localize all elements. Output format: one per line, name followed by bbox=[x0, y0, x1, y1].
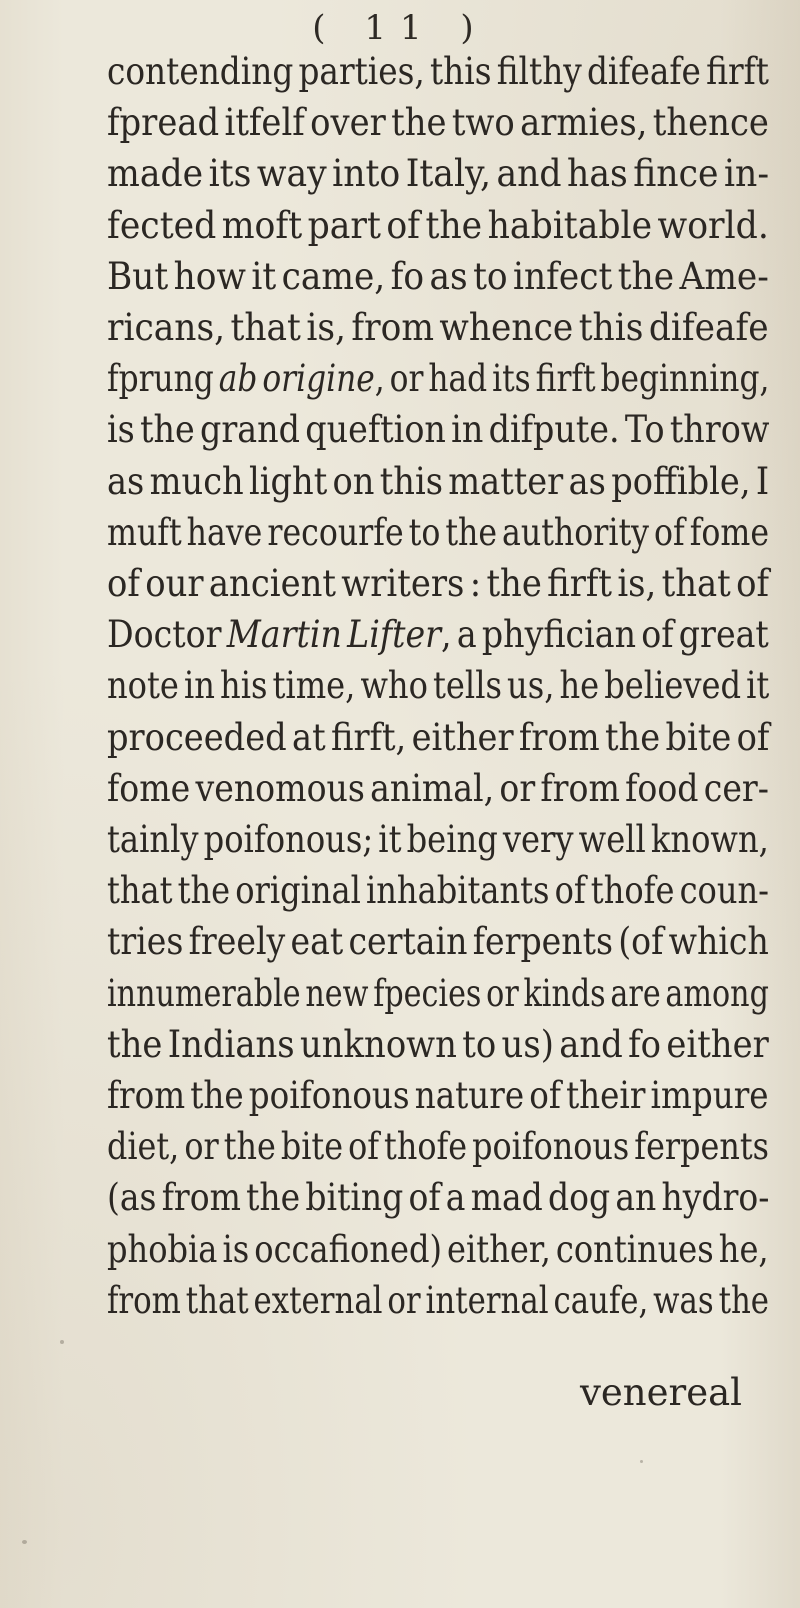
text-line bbox=[107, 865, 769, 915]
text-line bbox=[107, 1224, 769, 1274]
text-run: of our ancient writers : the firft is, that of bbox=[107, 561, 769, 605]
text-run: proceeded at firft, either from the bite of bbox=[107, 714, 770, 759]
text-run: that the original inhabitants of thofe coun- bbox=[107, 868, 770, 913]
text-run: is the grand queftion in difpute. To throw bbox=[107, 407, 770, 452]
text-line bbox=[107, 660, 769, 710]
text-run: (as from the biting of a mad dog an hydro- bbox=[107, 1175, 770, 1220]
text-line bbox=[107, 1275, 769, 1325]
text-run: phobia is occafioned) either, continues he, bbox=[107, 1226, 769, 1271]
italic-phrase: Martin Lifter bbox=[226, 612, 442, 657]
text-run: the Indians unknown to us) and fo either bbox=[107, 1021, 769, 1066]
text-run: ricans, that is, from whence this difeafe bbox=[107, 305, 769, 349]
text-line bbox=[107, 404, 769, 454]
text-run: But how it came, fo as to infect the Ame- bbox=[107, 253, 769, 298]
text-run: diet, or the bite of thofe poifonous ferpents bbox=[107, 1124, 769, 1169]
paper-speck bbox=[640, 1460, 643, 1463]
text-run: , or had its firft beginning, bbox=[374, 356, 770, 401]
text-line bbox=[107, 1019, 769, 1069]
text-line bbox=[107, 712, 769, 762]
text-run: fected moft part of the habitable world. bbox=[107, 202, 769, 247]
text-line bbox=[107, 302, 769, 352]
text-line bbox=[107, 558, 769, 608]
paper-speck bbox=[760, 120, 763, 123]
text-run: fpread itfelf over the two armies, thence bbox=[107, 100, 769, 145]
page-number: ( 11 ) bbox=[312, 8, 488, 48]
text-line bbox=[107, 814, 769, 864]
italic-phrase: ab origine bbox=[218, 356, 375, 401]
text-line bbox=[107, 1070, 769, 1120]
text-run: note in his time, who tells us, he believed it bbox=[107, 663, 770, 708]
text-line bbox=[107, 97, 769, 147]
catchword: venereal bbox=[579, 1371, 742, 1414]
text-line bbox=[107, 148, 769, 198]
text-line bbox=[107, 609, 769, 659]
text-line bbox=[107, 968, 769, 1018]
text-run: innumerable new fpecies or kinds are among bbox=[107, 970, 769, 1015]
text-run: tainly poifonous; it being very well known, bbox=[107, 817, 769, 861]
text-line bbox=[107, 1172, 769, 1222]
text-line bbox=[107, 916, 769, 966]
text-line bbox=[107, 200, 769, 250]
text-run: fome venomous animal, or from food cer- bbox=[107, 765, 769, 810]
text-run: fprung bbox=[107, 356, 219, 401]
text-run: Doctor bbox=[107, 612, 227, 657]
text-run: as much light on this matter as poffible, I bbox=[107, 458, 770, 503]
text-line bbox=[107, 763, 769, 813]
text-line bbox=[107, 251, 769, 301]
paper-speck bbox=[22, 1540, 27, 1544]
paper-speck bbox=[60, 1340, 64, 1344]
text-run: made its way into Italy, and has fince in- bbox=[107, 151, 770, 196]
text-line bbox=[107, 456, 769, 506]
text-run: tries freely eat certain ferpents (of which bbox=[107, 919, 769, 964]
text-run: contending parties, this filthy difeafe firft bbox=[107, 49, 769, 93]
text-line bbox=[107, 507, 769, 557]
text-run: muft have recourfe to the authority of fome bbox=[107, 509, 770, 554]
text-run: from the poifonous nature of their impure bbox=[107, 1073, 769, 1117]
text-run: , a phyfician of great bbox=[441, 612, 769, 657]
text-run: from that external or internal caufe, was the bbox=[107, 1277, 770, 1322]
text-line bbox=[107, 353, 769, 403]
text-line bbox=[107, 1121, 769, 1171]
text-line bbox=[107, 46, 769, 96]
